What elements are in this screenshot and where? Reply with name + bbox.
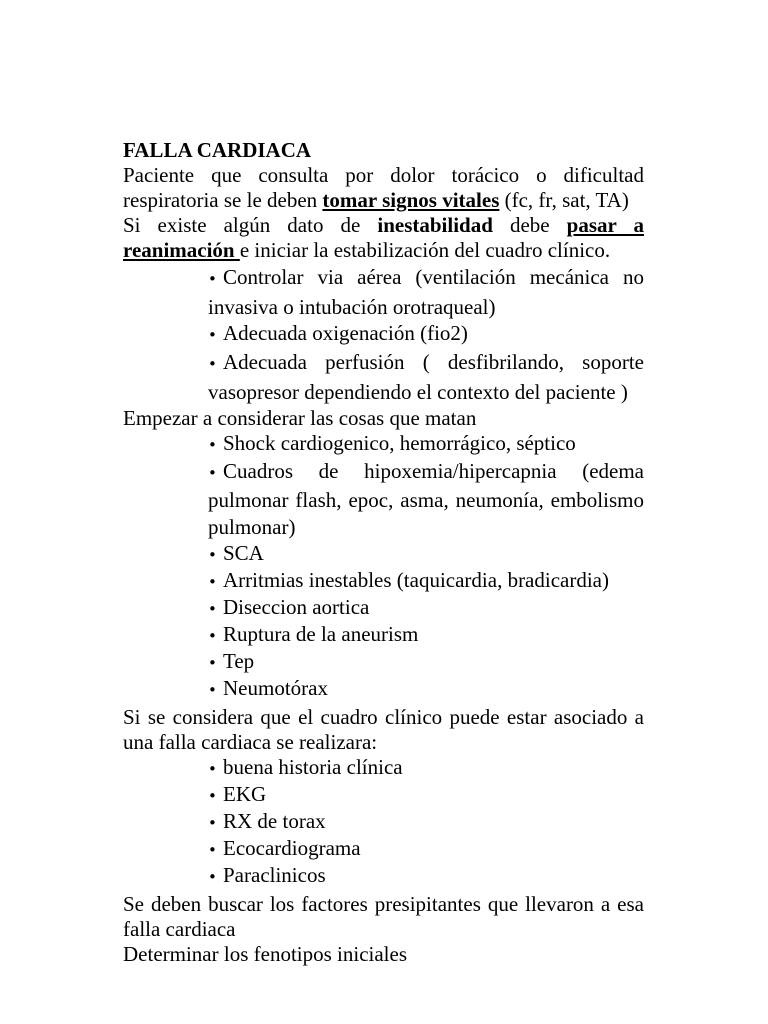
bullet-icon: •	[208, 814, 217, 832]
bullet-icon: •	[208, 654, 217, 672]
paragraph-phenotypes: Determinar los fenotipos iniciales	[123, 942, 408, 966]
text: debe	[492, 213, 567, 237]
emphasis-text: pasar a reanimación	[123, 213, 644, 262]
paragraph-vital-signs	[123, 163, 644, 213]
list-item-text: Paraclinicos	[223, 863, 326, 887]
list-item-text: Neumotórax	[223, 676, 328, 700]
bullet-icon: •	[208, 464, 217, 482]
list-item	[208, 863, 644, 890]
list-item-text: Adecuada perfusión ( desfibrilando, soporte vasopresor dependiendo el contexto del paciente )	[208, 350, 644, 404]
bullet-icon: •	[208, 841, 217, 859]
text: (fc, fr, sat, TA)	[499, 188, 629, 212]
text: Si existe algún dato de	[123, 213, 378, 237]
emphasis-text: tomar signos vitales	[322, 188, 500, 212]
bullet-icon: •	[208, 436, 217, 454]
paragraph-threats: Empezar a considerar las cosas que matan	[123, 406, 477, 430]
list-item-text: buena historia clínica	[223, 755, 403, 779]
document-title: FALLA CARDIACA	[123, 138, 312, 162]
list-item	[208, 676, 644, 703]
bullet-icon: •	[208, 627, 217, 645]
paragraph-instability	[123, 213, 644, 263]
list-item	[208, 595, 644, 622]
list-item-text: Arritmias inestables (taquicardia, bradicardia)	[223, 568, 609, 592]
list-item-text: Ecocardiograma	[223, 836, 361, 860]
bullet-icon: •	[208, 787, 217, 805]
workup-list	[123, 755, 644, 890]
list-item-text: SCA	[223, 541, 264, 565]
list-item-text: Controlar via aérea (ventilación mecánica no invasiva o intubación orotraqueal)	[208, 265, 644, 319]
document-body	[123, 138, 644, 967]
bullet-icon: •	[208, 546, 217, 564]
paragraph-precipitants: Se deben buscar los factores presipitantes que llevaron a esa falla cardiaca	[123, 892, 644, 941]
bullet-icon: •	[208, 573, 217, 591]
list-item-text: Adecuada oxigenación (fio2)	[223, 321, 468, 345]
list-item	[208, 348, 644, 406]
bullet-icon: •	[208, 868, 217, 886]
bullet-icon: •	[208, 760, 217, 778]
list-item-text: RX de torax	[223, 809, 326, 833]
list-item-text: EKG	[223, 782, 267, 806]
emphasis-text: inestabilidad	[377, 213, 493, 237]
stabilization-list	[123, 263, 644, 406]
threats-list	[123, 431, 644, 703]
bullet-icon: •	[208, 355, 217, 373]
list-item	[208, 836, 644, 863]
list-item	[208, 263, 644, 321]
bullet-icon: •	[208, 326, 217, 344]
list-item	[208, 809, 644, 836]
text: Paciente que consulta por dolor torácico o dificultad respiratoria se le deben	[123, 163, 644, 212]
bullet-icon: •	[208, 681, 217, 699]
list-item	[208, 622, 644, 649]
list-item	[208, 321, 644, 348]
bullet-icon: •	[208, 270, 217, 288]
list-item-text: Cuadros de hipoxemia/hipercapnia (edema pulmonar flash, epoc, asma, neumonía, embolismo pulmonar)	[208, 459, 644, 539]
list-item	[208, 755, 644, 782]
list-item-text: Shock cardiogenico, hemorrágico, séptico	[223, 431, 576, 455]
list-item	[208, 649, 644, 676]
bullet-icon: •	[208, 600, 217, 618]
list-item	[208, 431, 644, 458]
list-item	[208, 782, 644, 809]
paragraph-heart-failure: Si se considera que el cuadro clínico puede estar asociado a una falla cardiaca se realizara:	[123, 705, 644, 754]
text: e iniciar la estabilización del cuadro clínico.	[239, 238, 611, 262]
list-item	[208, 568, 644, 595]
list-item	[208, 458, 644, 541]
list-item	[208, 541, 644, 568]
list-item-text: Diseccion aortica	[223, 595, 370, 619]
list-item-text: Tep	[223, 649, 255, 673]
list-item-text: Ruptura de la aneurism	[223, 622, 419, 646]
